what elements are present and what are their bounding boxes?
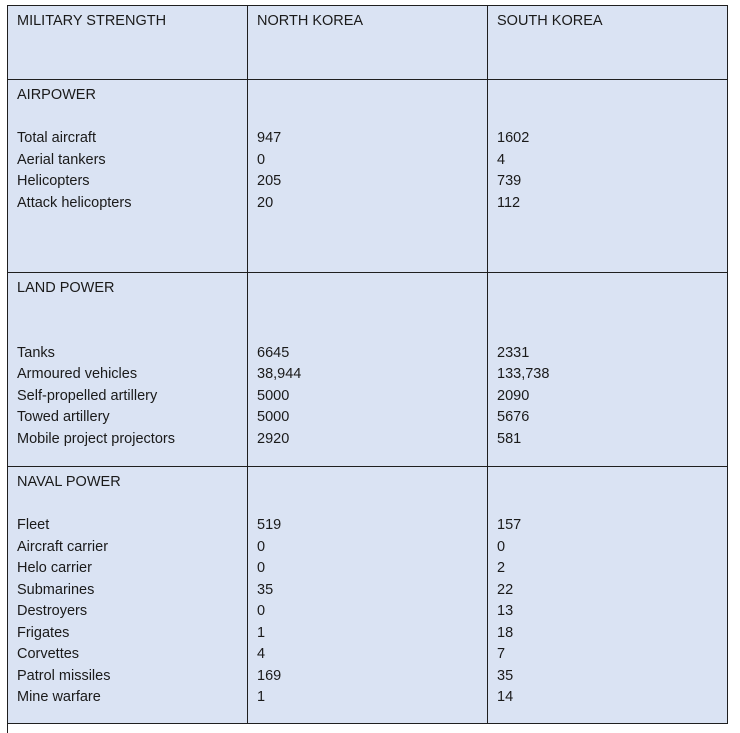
row-label: Towed artillery	[17, 409, 110, 425]
south-value: 133,738	[497, 366, 550, 382]
south-value: 739	[497, 173, 522, 189]
north-value: 519	[257, 517, 282, 533]
naval-power-north-cell	[248, 467, 488, 724]
row-label: Submarines	[17, 581, 95, 598]
north-value: 947	[257, 130, 282, 146]
airpower-north-cell	[248, 80, 488, 273]
military-strength-table	[7, 5, 728, 724]
north-value: 1	[257, 624, 266, 641]
land-power-north-cell	[248, 273, 488, 467]
table-edge-line	[7, 722, 8, 733]
row-label: Tanks	[17, 344, 55, 361]
south-value: 2090	[497, 387, 530, 404]
naval-power-labels-cell	[8, 467, 248, 724]
south-value: 18	[497, 624, 514, 641]
north-value: 205	[257, 173, 282, 189]
south-value: 1602	[497, 130, 530, 146]
header-military-strength: MILITARY STRENGTH	[8, 6, 248, 80]
north-value: 0	[257, 538, 266, 555]
north-value: 0	[257, 560, 266, 576]
south-value: 581	[497, 430, 522, 447]
row-label: Destroyers	[17, 603, 88, 619]
row-label: Fleet	[17, 517, 50, 533]
row-label: Mine warfare	[17, 689, 101, 705]
header-south-korea: SOUTH KOREA	[488, 6, 728, 80]
north-value: 5000	[257, 409, 290, 425]
naval-power-south-cell	[488, 467, 728, 724]
south-value: 112	[497, 194, 521, 211]
section-row-naval-power	[8, 467, 728, 724]
north-value: 38,944	[257, 366, 302, 382]
north-value: 0	[257, 151, 266, 168]
south-value: 22	[497, 581, 514, 598]
north-value: 5000	[257, 387, 290, 404]
section-title-airpower: AIRPOWER	[17, 87, 96, 103]
section-row-airpower	[8, 80, 728, 273]
row-label: Armoured vehicles	[17, 366, 138, 382]
row-label: Mobile project projectors	[17, 430, 175, 447]
north-value: 2920	[257, 430, 290, 447]
section-title-land-power: LAND POWER	[17, 280, 115, 296]
land-power-labels-cell	[8, 273, 248, 467]
row-label: Attack helicopters	[17, 194, 132, 211]
north-value: 1	[257, 689, 266, 705]
south-value: 2331	[497, 344, 530, 361]
north-value: 6645	[257, 344, 290, 361]
south-value: 4	[497, 151, 506, 168]
header-north-korea: NORTH KOREA	[248, 6, 488, 80]
land-power-south-cell	[488, 273, 728, 467]
row-label: Aircraft carrier	[17, 538, 109, 555]
north-value: 4	[257, 646, 266, 662]
section-title-naval-power: NAVAL POWER	[17, 474, 121, 490]
section-row-land-power	[8, 273, 728, 467]
south-value: 13	[497, 603, 514, 619]
row-label: Self-propelled artillery	[17, 387, 158, 404]
south-value: 35	[497, 667, 514, 684]
row-label: Corvettes	[17, 646, 80, 662]
row-label: Helicopters	[17, 173, 90, 189]
north-value: 35	[257, 581, 274, 598]
row-label: Aerial tankers	[17, 151, 106, 168]
north-value: 0	[257, 603, 266, 619]
row-label: Helo carrier	[17, 560, 92, 576]
south-value: 5676	[497, 409, 530, 425]
airpower-south-cell	[488, 80, 728, 273]
south-value: 157	[497, 517, 522, 533]
south-value: 7	[497, 646, 506, 662]
row-label: Patrol missiles	[17, 667, 111, 684]
south-value: 0	[497, 538, 506, 555]
south-value: 2	[497, 560, 506, 576]
north-value: 169	[257, 667, 282, 684]
north-value: 20	[257, 194, 274, 211]
airpower-labels-cell	[8, 80, 248, 273]
table-header-row	[8, 6, 728, 80]
row-label: Total aircraft	[17, 130, 96, 146]
south-value: 14	[497, 689, 514, 705]
row-label: Frigates	[17, 624, 70, 641]
